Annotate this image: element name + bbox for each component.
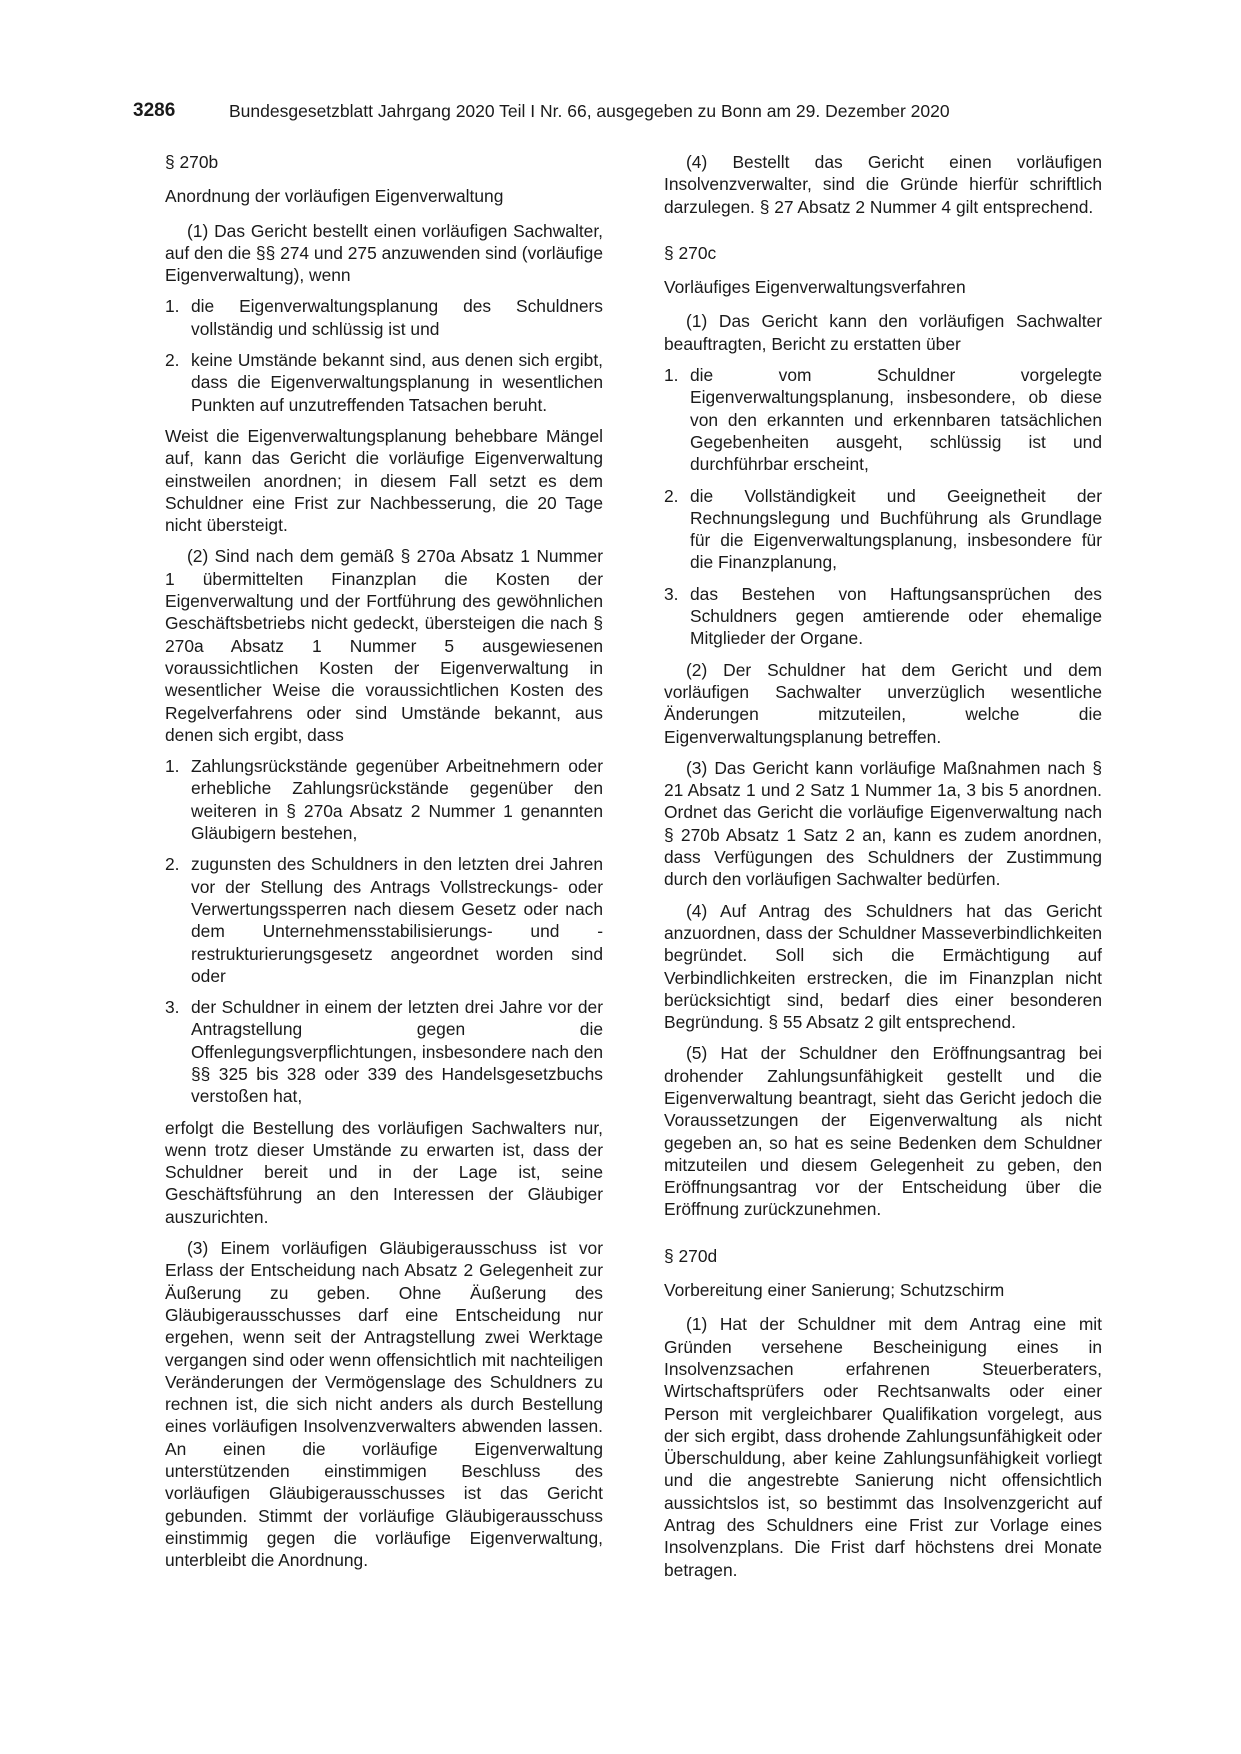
paragraph-270c-4: (4) Auf Antrag des Schuldners hat das Gericht anzuordnen, dass der Schuldner Masseverbindlichkeiten begründet. Soll sich die Ermächtigung auf Verbindlichkeiten erstrecken, die im Finanzplan nicht berücksichtigt sind, bedarf dies einer besonderen Begründung. § 55 Absatz 2 gilt entsprechend.	[664, 900, 1102, 1033]
section-270d-number: § 270d	[664, 1245, 718, 1266]
section-270d-title: Vorbereitung einer Sanierung; Schutzschirm	[664, 1280, 1005, 1301]
list-item: 2. die Vollständigkeit und Geeignetheit der Rechnungslegung und Buchführung als Grundlage für die Eigenverwaltungsplanung, insbesondere für die Finanzplanung,	[664, 485, 1102, 573]
section-270b-number: § 270b	[165, 152, 219, 172]
list-270c-1	[664, 364, 1102, 650]
list-item: 1. die Eigenverwaltungsplanung des Schuldners vollständig und schlüssig ist und	[165, 296, 603, 339]
paragraph-270c-1: (1) Das Gericht kann den vorläufigen Sachwalter beauftragten, Bericht zu erstatten über	[664, 311, 1102, 354]
paragraph-270b-4: (4) Bestellt das Gericht einen vorläufigen Insolvenzverwalter, sind die Gründe hierfür schriftlich darzulegen. § 27 Absatz 2 Nummer 4 gilt entsprechend.	[664, 152, 1102, 217]
list-item: 3. der Schuldner in einem der letzten drei Jahre vor der Antragstellung gegen die Offenlegungsverpflichtungen, insbesondere nach den §§ 325 bis 328 oder 339 des Handelsgesetzbuchs verstoßen hat,	[165, 997, 603, 1107]
paragraph-270d-1: (1) Hat der Schuldner mit dem Antrag eine mit Gründen versehene Bescheinigung eines in Insolvenzsachen erfahrenen Steuerberaters, Wirtschaftsprüfers oder Rechtsanwalts oder einer Person mit vergleichbarer Qualifikation vorgelegt, aus der sich ergibt, dass drohende Zahlungsunfähigkeit oder Überschuldung, aber keine Zahlungsunfähigkeit vorliegt und die angestrebte Sanierung nicht offensichtlich aussichtslos ist, so bestimmt das Insolvenzgericht auf Antrag des Schuldners eine Frist zur Vorlage eines Insolvenzplans. Die Frist darf höchstens drei Monate betragen.	[664, 1314, 1102, 1580]
list-item: 3. das Bestehen von Haftungsansprüchen des Schuldners gegen amtierende oder ehemalige Mitglieder der Organe.	[664, 583, 1102, 649]
right-column	[664, 151, 1102, 1581]
paragraph-270c-2: (2) Der Schuldner hat dem Gericht und dem vorläufigen Sachwalter unverzüglich wesentliche Änderungen mitzuteilen, welche die Eigenverwaltungsplanung betreffen.	[664, 659, 1102, 747]
page-header	[133, 98, 1013, 124]
paragraph-270c-3: (3) Das Gericht kann vorläufige Maßnahmen nach § 21 Absatz 1 und 2 Satz 1 Nummer 1a, 3 bis 5 anordnen. Ordnet das Gericht die vorläufige Eigenverwaltung nach § 270b Absatz 1 Satz 2 an, kann es zudem anordnen, dass Verfügungen des Schuldners der Zustimmung durch den vorläufigen Sachwalter bedürfen.	[664, 757, 1102, 890]
list-270b-2	[165, 755, 603, 1107]
paragraph-270b-weist: Weist die Eigenverwaltungsplanung behebbare Mängel auf, kann das Gericht die vorläufige Eigenverwaltung einstweilen anordnen; in diesem Fall setzt es dem Schuldner eine Frist zur Nachbesserung, die 20 Tage nicht übersteigt.	[165, 425, 603, 536]
paragraph-270b-2: (2) Sind nach dem gemäß § 270a Absatz 1 Nummer 1 übermittelten Finanzplan die Kosten der Eigenverwaltung und der Fortführung des gewöhnlichen Geschäftsbetriebs nicht gedeckt, übersteigen die nach § 270a Absatz 1 Nummer 5 ausgewiesenen voraussichtlichen Kosten der Eigenverwaltung in wesentlicher Weise die voraussichtlichen Kosten des Regelverfahrens oder sind Umstände bekannt, aus denen sich ergibt, dass	[165, 546, 603, 745]
paragraph-270b-erfolgt: erfolgt die Bestellung des vorläufigen Sachwalters nur, wenn trotz dieser Umstände zu erwarten ist, dass der Schuldner bereit und in der Lage ist, seine Geschäftsführung an den Interessen der Gläubiger auszurichten.	[165, 1117, 603, 1227]
list-item: 1. die vom Schuldner vorgelegte Eigenverwaltungsplanung, insbesondere, ob diese von den erkannten und erkennbaren tatsächlichen Gegebenheiten ausgeht, schlüssig ist und durchführbar erscheint,	[664, 365, 1102, 475]
paragraph-270b-3: (3) Einem vorläufigen Gläubigerausschuss ist vor Erlass der Entscheidung nach Absatz 2 Gelegenheit zur Äußerung zu geben. Ohne Äußerung des Gläubigerausschusses darf eine Entscheidung nur ergehen, wenn seit der Antragstellung zwei Werktage vergangen sind oder wenn offensichtlich mit nachteiligen Veränderungen der Vermögenslage des Schuldners zu rechnen ist, die sich nicht anders als durch Bestellung eines vorläufigen Insolvenzverwalters abwenden lassen. An einen die vorläufige Eigenverwaltung unterstützenden einstimmigen Beschluss des vorläufigen Gläubigerausschusses ist das Gericht gebunden. Stimmt der vorläufige Gläubigerausschuss einstimmig gegen die vorläufige Eigenverwaltung, unterbleibt die Anordnung.	[165, 1238, 603, 1571]
header-title: Bundesgesetzblatt Jahrgang 2020 Teil I Nr. 66, ausgegeben zu Bonn am 29. Dezember 2020	[229, 101, 950, 121]
section-270b-title: Anordnung der vorläufigen Eigenverwaltung	[165, 186, 504, 207]
list-270b-1	[165, 295, 603, 415]
paragraph-270c-5: (5) Hat der Schuldner den Eröffnungsantrag bei drohender Zahlungsunfähigkeit gestellt und die Eigenverwaltung beantragt, sieht das Gericht jedoch die Voraussetzungen der Eigenverwaltung als nicht gegeben an, so hat es seine Bedenken dem Schuldner mitzuteilen und diesem Gelegenheit zu geben, den Eröffnungsantrag vor der Entscheidung über die Eröffnung zurückzunehmen.	[664, 1043, 1102, 1220]
page-number: 3286	[133, 100, 176, 121]
section-270c-title: Vorläufiges Eigenverwaltungsverfahren	[664, 277, 966, 298]
list-item: 2. keine Umstände bekannt sind, aus denen sich ergibt, dass die Eigenverwaltungsplanung in wesentlichen Punkten auf unzutreffenden Tatsachen beruht.	[165, 350, 603, 415]
list-item: 2. zugunsten des Schuldners in den letzten drei Jahren vor der Stellung des Antrags Vollstreckungs- oder Verwertungssperren nach diesem Gesetz oder nach dem Unternehmensstabilisierungs- und -restrukturierungsgesetz angeordnet worden sind oder	[165, 854, 603, 986]
paragraph-270b-1: (1) Das Gericht bestellt einen vorläufigen Sachwalter, auf den die §§ 274 und 275 anzuwenden sind (vorläufige Eigenverwaltung), wenn	[165, 220, 604, 286]
list-item: 1. Zahlungsrückstände gegenüber Arbeitnehmern oder erhebliche Zahlungsrückstände gegenüber den weiteren in § 270a Absatz 2 Nummer 1 genannten Gläubigern bestehen,	[165, 756, 603, 844]
left-column	[165, 151, 603, 1572]
section-270c-number: § 270c	[664, 242, 717, 263]
